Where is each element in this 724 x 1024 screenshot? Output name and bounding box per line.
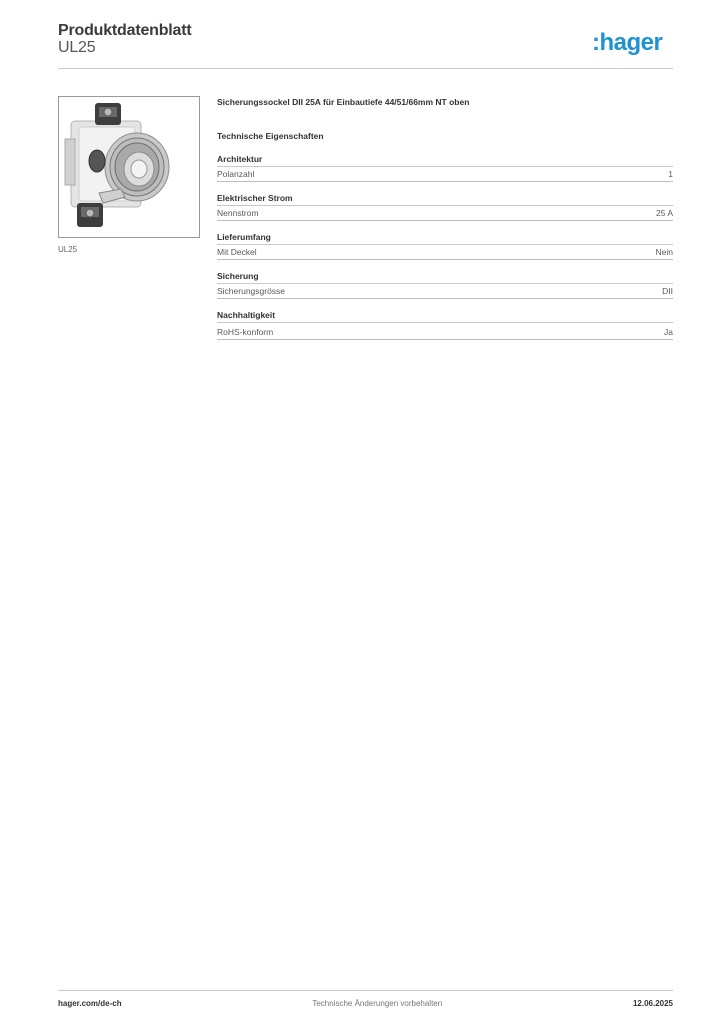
specs-heading: Technische Eigenschaften — [217, 131, 324, 141]
footer-note: Technische Änderungen vorbehalten — [312, 999, 443, 1008]
spec-row — [217, 245, 673, 260]
spec-value: Nein — [655, 247, 673, 257]
header-divider — [58, 68, 673, 69]
spec-label: RoHS-konform — [217, 327, 274, 337]
footer-date: 12.06.2025 — [632, 999, 673, 1008]
spec-row — [217, 206, 673, 221]
spec-label: Nennstrom — [217, 208, 259, 218]
spec-group-lieferumfang — [217, 232, 673, 271]
product-code: UL25 — [58, 39, 96, 56]
page-title: Produktdatenblatt — [58, 22, 192, 39]
spec-group-title: Nachhaltigkeit — [217, 310, 673, 323]
spec-row — [217, 284, 673, 299]
footer — [58, 999, 673, 1008]
spec-value: 25 A — [655, 208, 673, 218]
spec-row — [217, 325, 673, 340]
svg-text::hager: :hager — [592, 29, 663, 56]
spec-group-nachhaltigkeit — [217, 310, 673, 355]
spec-group-title: Architektur — [217, 154, 673, 167]
spec-label: Polanzahl — [217, 169, 255, 179]
hager-logo — [592, 28, 674, 58]
spec-group-title: Lieferumfang — [217, 232, 673, 245]
main-content — [217, 96, 673, 355]
spec-value: 1 — [668, 169, 673, 179]
spec-group-architektur — [217, 154, 673, 193]
spec-group-title: Elektrischer Strom — [217, 193, 673, 206]
footer-divider — [58, 990, 673, 991]
fuse-base-illustration — [59, 97, 199, 237]
spec-label: Mit Deckel — [217, 247, 257, 257]
spec-group-title: Sicherung — [217, 271, 673, 284]
footer-link[interactable]: hager.com/de-ch — [58, 999, 122, 1008]
spec-label: Sicherungsgrösse — [217, 286, 286, 296]
product-description: Sicherungssockel DII 25A für Einbautiefe 44/51/66mm NT oben — [217, 97, 470, 107]
spec-group-sicherung — [217, 271, 673, 310]
spec-group-elektrischer-strom — [217, 193, 673, 232]
spec-value: DII — [662, 286, 673, 296]
spec-row — [217, 167, 673, 182]
product-image — [58, 96, 200, 238]
image-caption: UL25 — [58, 245, 78, 254]
spec-value: Ja — [664, 327, 673, 337]
